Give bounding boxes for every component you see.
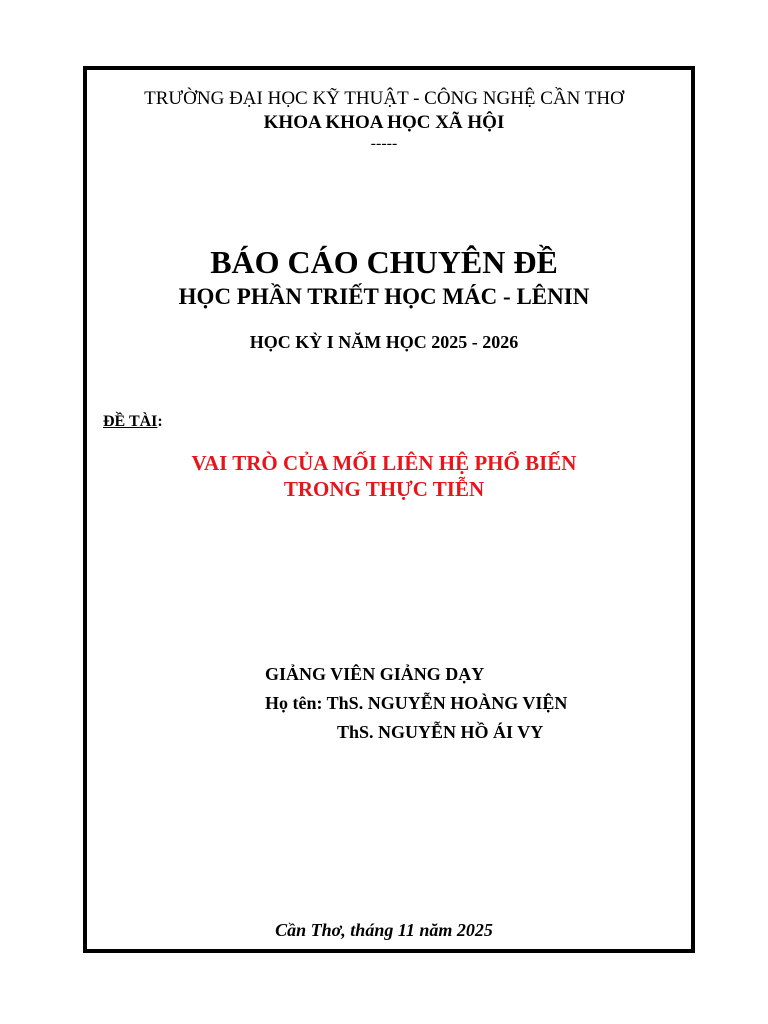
topic-label-text: ĐỀ TÀI xyxy=(103,413,158,430)
topic-title-line-1: VAI TRÒ CỦA MỐI LIÊN HỆ PHỔ BIẾN xyxy=(191,451,577,475)
topic-title-line-2: TRONG THỰC TIỄN xyxy=(283,477,485,501)
page-border xyxy=(83,66,695,953)
university-name: TRƯỜNG ĐẠI HỌC KỸ THUẬT - CÔNG NGHỆ CẦN THƠ xyxy=(144,88,624,109)
report-title: BÁO CÁO CHUYÊN ĐỀ xyxy=(210,244,558,280)
lecturer-name-2: ThS. NGUYỄN HỒ ÁI VY xyxy=(337,722,544,742)
course-title: HỌC PHẦN TRIẾT HỌC MÁC - LÊNIN xyxy=(178,284,590,309)
place-date: Cần Thơ, tháng 11 năm 2025 xyxy=(275,920,493,940)
faculty-name: KHOA KHOA HỌC XÃ HỘI xyxy=(263,112,505,133)
lecturer-name-1: Họ tên: ThS. NGUYỄN HOÀNG VIỆN xyxy=(265,693,568,713)
semester: HỌC KỲ I NĂM HỌC 2025 - 2026 xyxy=(249,332,519,352)
separator: ----- xyxy=(370,135,398,152)
topic-label-colon: : xyxy=(157,413,163,430)
topic-label xyxy=(103,413,163,431)
lecturer-heading: GIẢNG VIÊN GIẢNG DẠY xyxy=(265,664,485,684)
